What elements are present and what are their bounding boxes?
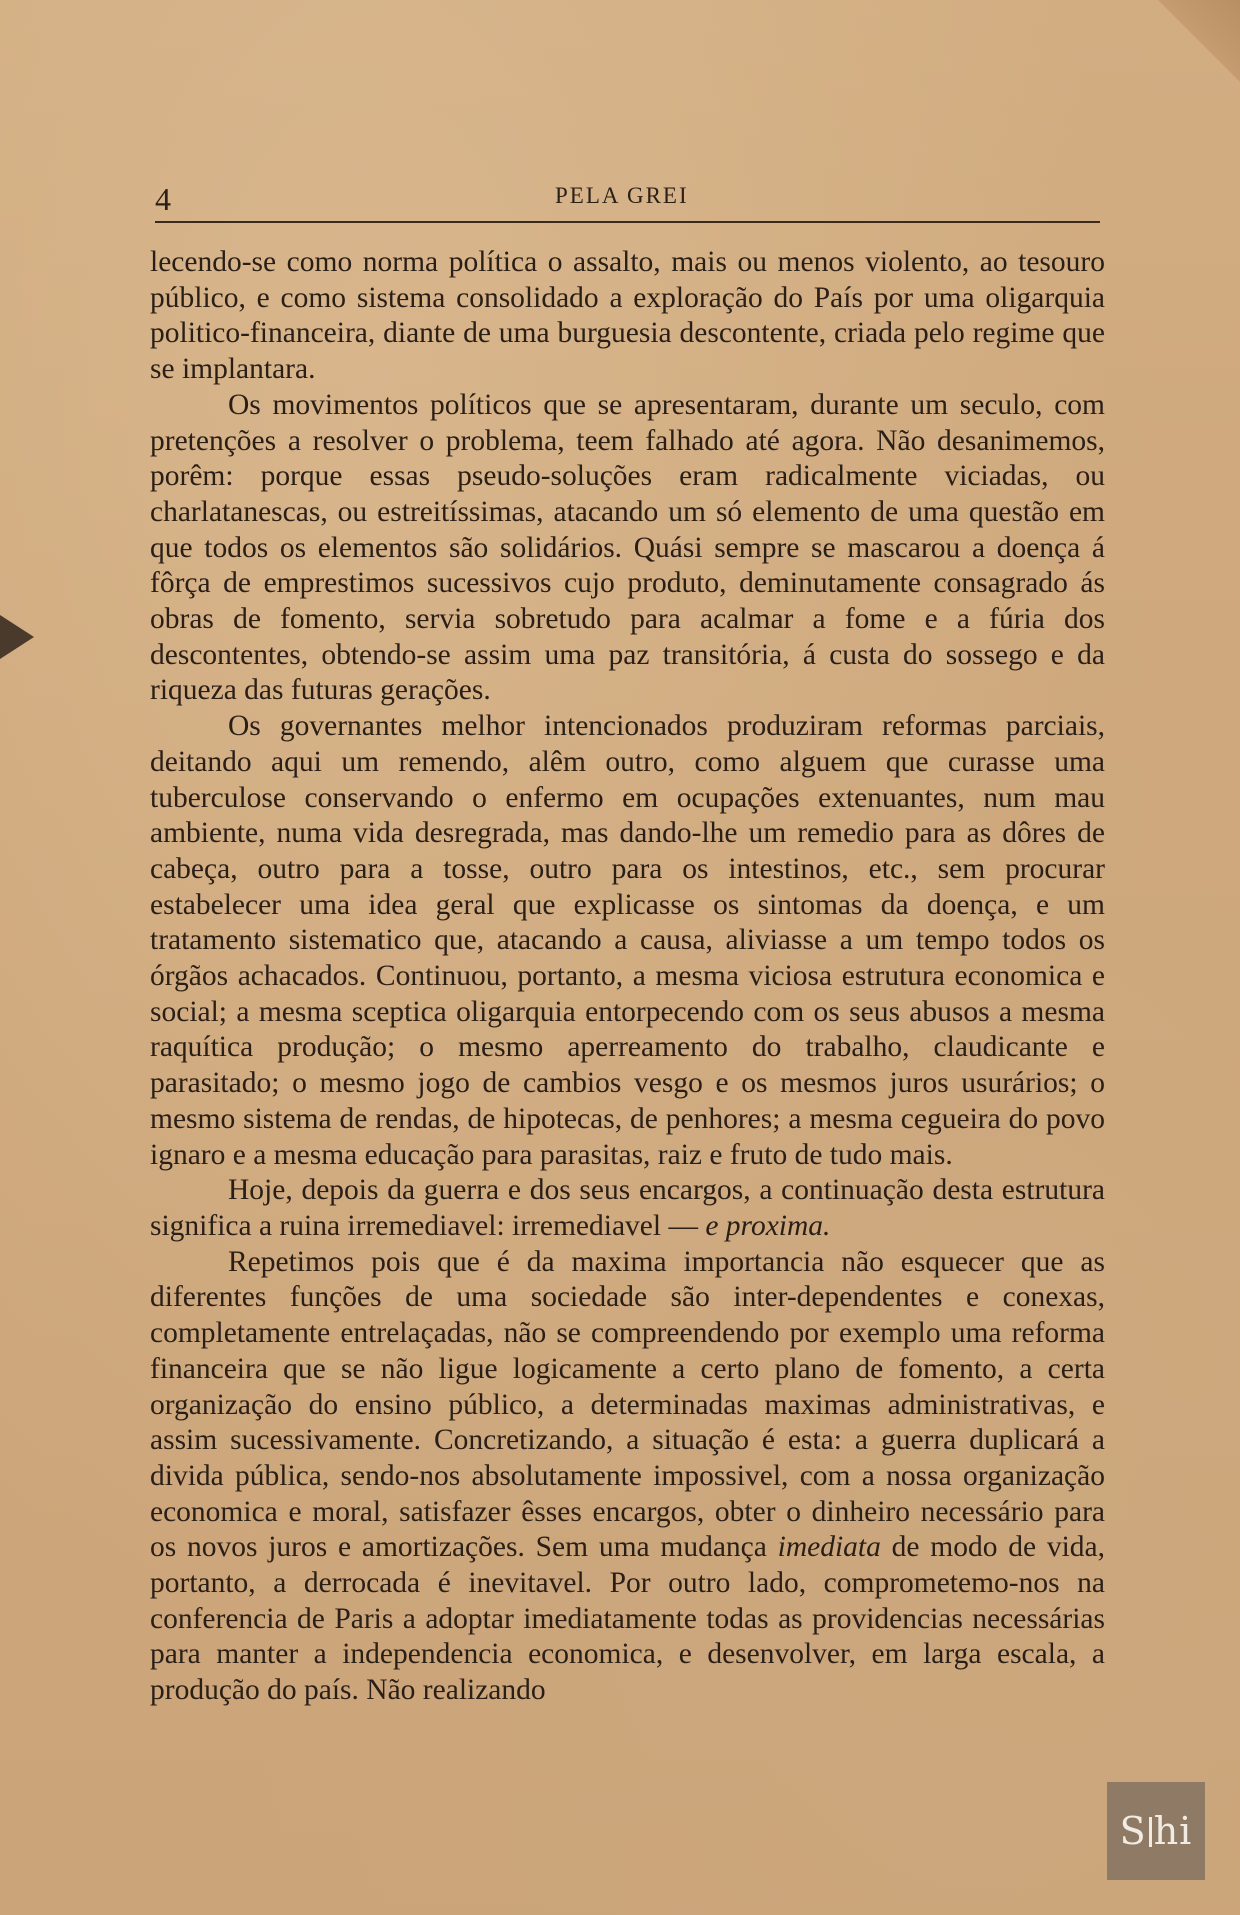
watermark-letters-hi: hi [1153,1809,1193,1853]
running-title: PELA GREI [555,183,689,208]
page-number: 4 [155,181,171,217]
library-watermark-logo [1107,1782,1205,1880]
paragraph-4 [150,1173,1105,1244]
paragraph-4-italic: e proxima. [705,1209,831,1242]
paragraph-4-text: Hoje, depois da guerra e dos seus encargos, a continuação desta estrutura significa a ruina irremediavel: irremediavel — [150,1174,1105,1242]
paragraph-5-italic: imediata [777,1531,881,1564]
watermark-bar [1149,1817,1152,1847]
paragraph-5-text-b: de modo de vida, portanto, a derrocada é inevitavel. Por outro lado, comprometemo-nos na conferencia de Paris a adoptar imediatamente todas as providencias necessárias para manter a independencia economica, e desenvolver, em larga escala, a produção do país. Não realizando [150,1531,1105,1707]
body-text [150,245,1105,1709]
page-corner-fold [1150,0,1240,90]
paragraph-1: lecendo-se como norma política o assalto, mais ou menos violento, ao tesouro público, e como sistema consolidado a exploração do País por uma oligarquia politico-financeira, diante de uma burguesia descontente, criada pelo regime que se implantara. [150,246,1105,386]
paragraph-5 [150,1245,1105,1709]
watermark-letter-s: S [1119,1809,1147,1853]
running-header [155,175,1100,223]
paragraph-5-text-a: Repetimos pois que é da maxima importancia não esquecer que as diferentes funções de uma sociedade são inter-dependentes e conexas, completamente entrelaçadas, não se compreendendo por exemplo uma reforma financeira que se não ligue logicamente a certo plano de fomento, a certa organização do ensino público, a determinadas maximas administrativas, e assim sucessivamente. Concretizando, a situação é esta: a guerra duplicará a divida pública, sendo-nos absolutamente impossivel, com a nossa organização economica e moral, satisfazer êsses encargos, obter o dinheiro necessário para os novos juros e amortizações. Sem uma mudança [150,1245,1105,1564]
page-edge-mark [0,615,34,659]
paragraph-3: Os governantes melhor intencionados produziram reformas parciais, deitando aqui um remendo, alêm outro, como alguem que curasse uma tuberculose conservando o enfermo em ocupações extenuantes, num mau ambiente, numa vida desregrada, mas dando-lhe um remedio para as dôres de cabeça, outro para a tosse, outro para os intestinos, etc., sem procurar estabelecer uma idea geral que explicasse os sintomas da doença, e um tratamento sistematico que, atacando a causa, aliviasse a um tempo todos os órgãos achacados. Continuou, portanto, a mesma viciosa estrutura economica e social; a mesma sceptica oligarquia entorpecendo com os seus abusos a mesma raquítica produção; o mesmo aperreamento do trabalho, claudicante e parasitado; o mesmo jogo de cambios vesgo e os mesmos juros usurários; o mesmo sistema de rendas, de hipotecas, de penhores; a mesma cegueira do povo ignaro e a mesma educação para parasitas, raiz e fruto de tudo mais. [150,710,1105,1171]
paragraph-2: Os movimentos políticos que se apresentaram, durante um seculo, com pretenções a resolver o problema, teem falhado até agora. Não desanimemos, porêm: porque essas pseudo-soluções eram radicalmente viciadas, ou charlatanescas, ou estreitíssimas, atacando um só elemento de uma questão em que todos os elementos são solidários. Quási sempre se mascarou a doença á fôrça de emprestimos sucessivos cujo produto, deminutamente consagrado ás obras de fomento, servia sobretudo para acalmar a fome e a fúria dos descontentes, obtendo-se assim uma paz transitória, á custa do sossego e da riqueza das futuras gerações. [150,388,1105,707]
